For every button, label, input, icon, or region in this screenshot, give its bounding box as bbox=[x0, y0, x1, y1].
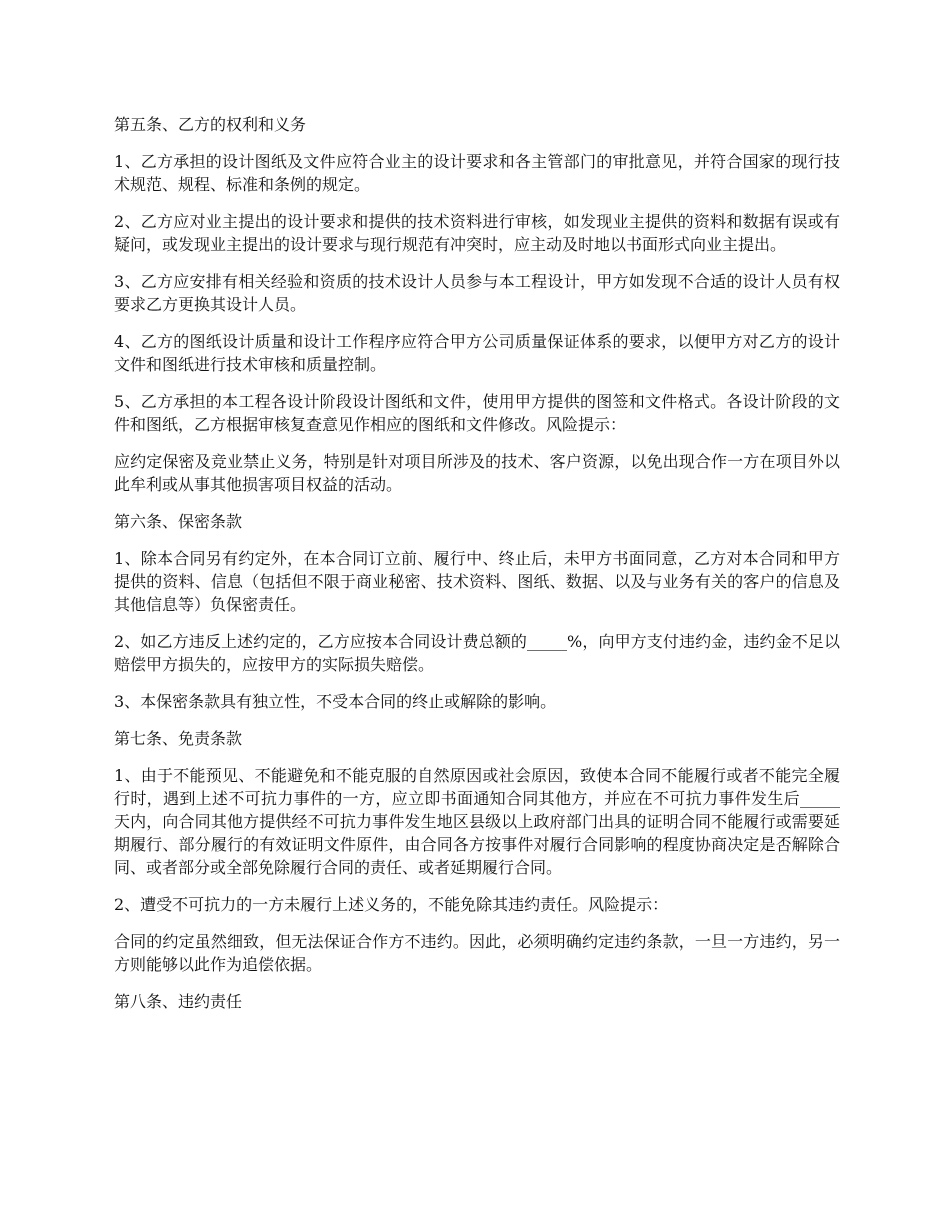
article-6-clause-3: 3、本保密条款具有独立性，不受本合同的终止或解除的影响。 bbox=[114, 692, 557, 711]
article-5-clause-3: 3、乙方应安排有相关经验和资质的技术设计人员参与本工程设计，甲方如发现不合适的设计人员有权要求乙方更换其设计人员。 bbox=[114, 272, 840, 314]
article-5-clause-4: 4、乙方的图纸设计质量和设计工作程序应符合甲方公司质量保证体系的要求，以便甲方对乙方的设计文件和图纸进行技术审核和质量控制。 bbox=[114, 332, 840, 374]
article-5-clause-2: 2、乙方应对业主提出的设计要求和提供的技术资料进行审核，如发现业主提供的资料和数据有误或有疑问，或发现业主提出的设计要求与现行规范有冲突时，应主动及时地以书面形式向业主提出。 bbox=[114, 212, 840, 254]
risk-note-breach: 合同的约定虽然细致，但无法保证合作方不违约。因此，必须明确约定违约条款，一旦一方违约，另一方则能够以此作为追偿依据。 bbox=[114, 932, 840, 974]
article-6-clause-2: 2、如乙方违反上述约定的，乙方应按本合同设计费总额的_____%，向甲方支付违约金，违约金不足以赔偿甲方损失的，应按甲方的实际损失赔偿。 bbox=[114, 632, 840, 674]
article-5-clause-5: 5、乙方承担的本工程各设计阶段设计图纸和文件，使用甲方提供的图签和文件格式。各设计阶段的文件和图纸，乙方根据审核复查意见作相应的图纸和文件修改。风险提示： bbox=[114, 392, 840, 434]
article-6-clause-1: 1、除本合同另有约定外，在本合同订立前、履行中、终止后，未甲方书面同意，乙方对本合同和甲方提供的资料、信息（包括但不限于商业秘密、技术资料、图纸、数据、以及与业务有关的客户的信息及其他信息等）负保密责任。 bbox=[114, 549, 840, 614]
article-7-clause-2: 2、遭受不可抗力的一方未履行上述义务的，不能免除其违约责任。风险提示： bbox=[114, 895, 669, 914]
article-5-clause-1: 1、乙方承担的设计图纸及文件应符合业主的设计要求和各主管部门的审批意见，并符合国家的现行技术规范、规程、标准和条例的规定。 bbox=[114, 152, 840, 194]
article-7-heading: 第七条、免责条款 bbox=[114, 729, 243, 748]
article-5-heading: 第五条、乙方的权利和义务 bbox=[114, 115, 307, 134]
document-page bbox=[114, 113, 840, 1027]
risk-note-confidentiality: 应约定保密及竞业禁止义务，特别是针对项目所涉及的技术、客户资源，以免出现合作一方在项目外以此牟利或从事其他损害项目权益的活动。 bbox=[114, 452, 840, 494]
article-7-clause-1: 1、由于不能预见、不能避免和不能克服的自然原因或社会原因，致使本合同不能履行或者不能完全履行时，遇到上述不可抗力事件的一方，应立即书面通知合同其他方，并应在不可抗力事件发生后_____天内，向合同其他方提供经不可抗力事件发生地区县级以上政府部门出具的证明合同不能履行或需要延期履行、部分履行的有效证明文件原件，由合同各方按事件对履行合同影响的程度协商决定是否解除合同、或者部分或全部免除履行合同的责任、或者延期履行合同。 bbox=[114, 766, 840, 877]
article-6-heading: 第六条、保密条款 bbox=[114, 512, 243, 531]
article-8-heading: 第八条、违约责任 bbox=[114, 992, 243, 1011]
